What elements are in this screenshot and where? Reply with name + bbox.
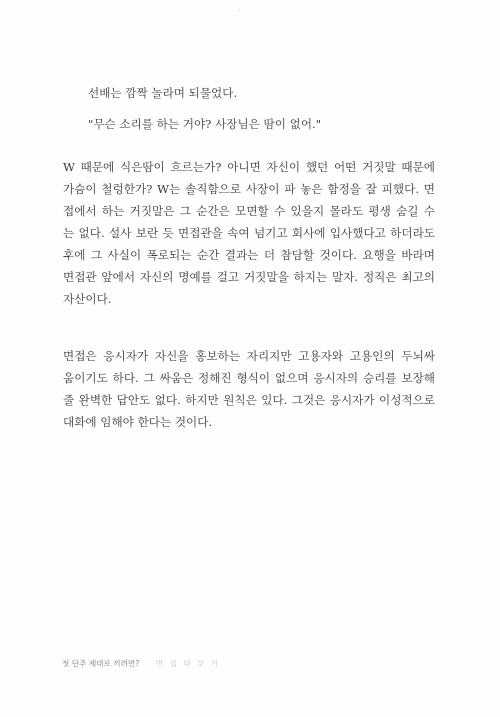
paragraph-line: 자산이다. [63,292,112,306]
body-paragraph [63,345,435,433]
paragraph-line: 후에 그 사실이 폭로되는 순간 결과는 더 참담할 것이다. 요행을 바라며 [63,248,435,262]
paragraph-line: 면접은 응시자가 자신을 홍보하는 자리지만 고용자와 고용인의 두뇌싸 [63,349,435,363]
body-paragraph [63,156,435,310]
paragraph-line: 줄 완벽한 답안도 없다. 하지만 원칙은 있다. 그것은 응시자가 이성적으로 [63,393,435,407]
paragraph-line: 대화에 임해야 한다는 것이다. [63,415,213,429]
paragraph-line: 면접관 앞에서 자신의 명예를 걸고 거짓말을 하지는 말자. 정직은 최고의 [63,270,435,284]
dialogue-line: 선배는 깜짝 놀라며 되물었다. [88,86,238,100]
paragraph-line: 접에서 하는 거짓말은 그 순간은 모면할 수 있을지 몰라도 평생 숨길 수 [63,204,435,218]
paragraph-line: 움이기도 하다. 그 싸움은 정해진 형식이 없으며 응시자의 승리를 보장해 [63,371,435,385]
paragraph-line: 는 없다. 설사 보란 듯 면접관을 속여 넘기고 회사에 입사했다고 하더라도 [63,226,435,240]
footer-book-title: 첫 단추 제대로 끼려면? [62,659,140,668]
paragraph-line: 가슴이 철렁한가? W는 솔직함으로 사장이 파 놓은 함정을 잘 피했다. 면 [63,182,435,196]
dialogue-line: "무슨 소리를 하는 거야? 사장님은 땀이 없어." [88,117,322,131]
running-footer [62,658,220,670]
page-speck [239,10,240,11]
footer-section-title: 면 접 대 부 기 [155,659,221,668]
paragraph-line: W 때문에 식은땀이 흐르는가? 아니면 자신이 했던 어떤 거짓말 때문에 [63,160,435,174]
